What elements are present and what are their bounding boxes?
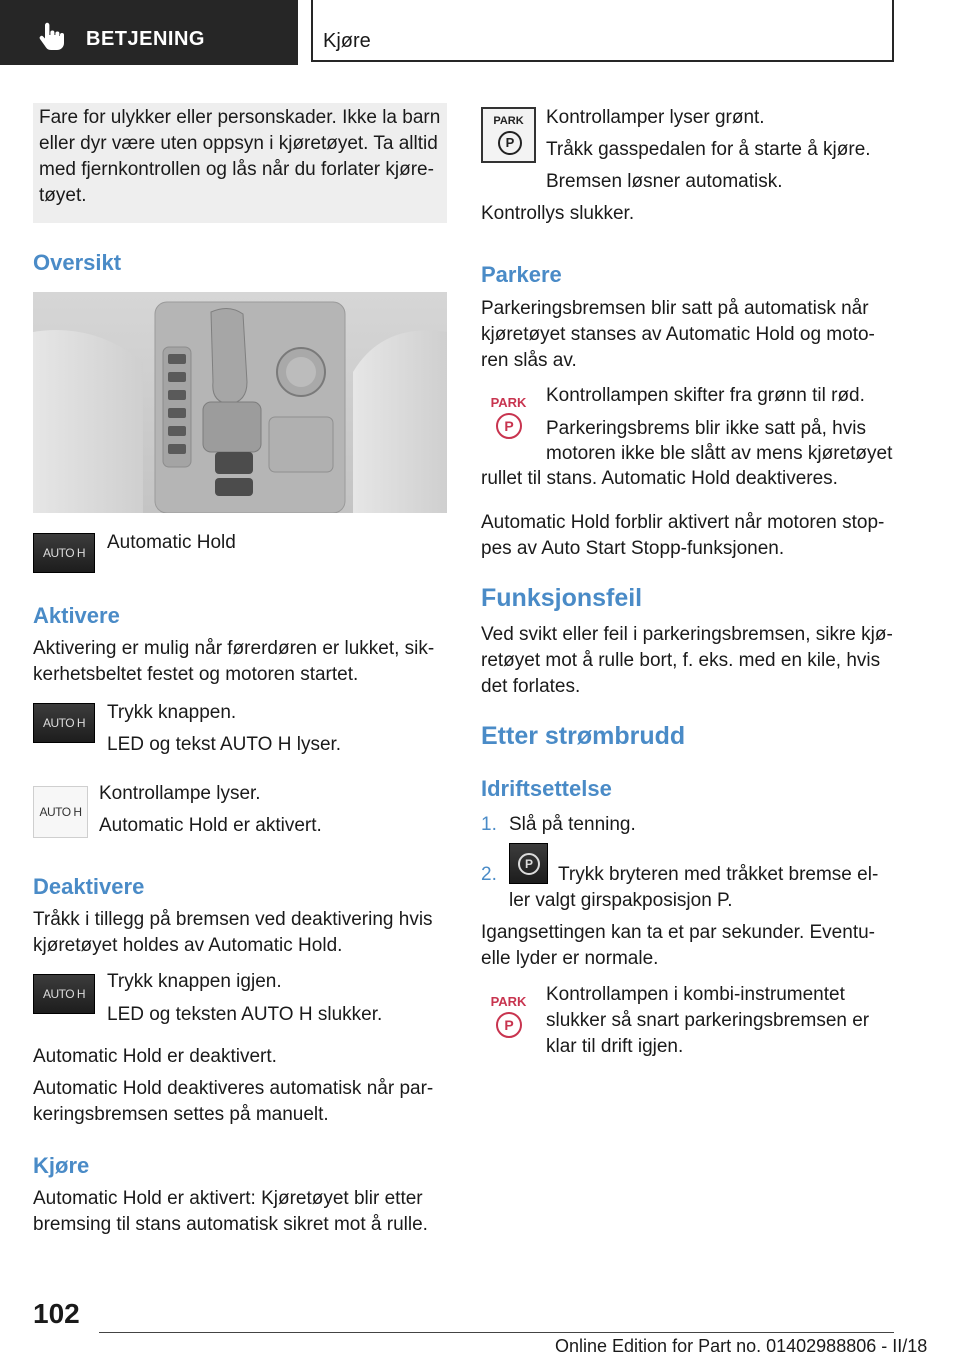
deaktivere-text: Tråkk i tillegg på bremsen ved deaktivering hvis kjøretøyet holdes av Automatic Hold.: [33, 909, 433, 956]
autostart-text: Automatic Hold forblir aktivert når motoren stop- pes av Auto Start Stopp-funksjonen.: [481, 512, 885, 559]
park-line-3: Bremsen løsner automatisk.: [546, 171, 783, 192]
heading-parkere: Parkere: [481, 262, 562, 287]
autoh-indicator-lamp: AUTO H: [33, 786, 88, 838]
edition-text: Online Edition for Part no. 01402988806 - II/18: [555, 1336, 928, 1356]
park-red-line-2: Parkeringsbrems blir ikke satt på, hvis: [546, 418, 866, 439]
heading-etter-strombrudd: Etter strømbrudd: [481, 722, 686, 750]
auto-deaktivering-text: Automatic Hold deaktiveres automatisk når par- keringsbremsen settes på manuelt.: [33, 1078, 434, 1125]
step-2-text-1: Trykk bryteren med tråkket bremse el-: [558, 864, 879, 885]
deaktivere-step-2: LED og teksten AUTO H slukker.: [107, 1004, 383, 1025]
parking-brake-switch-image: P: [509, 843, 548, 884]
funksjonsfeil-text: Ved svikt eller feil i parkeringsbremsen, sikre kjø- retøyet mot å rulle bort, f. eks. med en kile, hvis det forlates.: [481, 624, 893, 697]
park-red-line-1: Kontrollampen skifter fra grønn til rød.: [546, 385, 865, 406]
aktivere-step-2: LED og tekst AUTO H lyser.: [107, 734, 342, 755]
warning-text: Fare for ulykker eller personskader. Ikke la barn eller dyr være uten oppsyn i kjøretøyet. Ta alltid med fjernkontrollen og lås når du forlater kjøre- tøyet.: [39, 107, 441, 206]
igangsetting-text: Igangsettingen kan ta et par sekunder. Eventu- elle lyder er normale.: [481, 922, 875, 969]
header-section-label: BETJENING: [86, 28, 205, 50]
center-console-photo: [33, 292, 447, 513]
park-button-image: PARK P: [481, 107, 536, 163]
heading-deaktivere: Deaktivere: [33, 874, 145, 899]
heading-funksjonsfeil: Funksjonsfeil: [481, 584, 643, 612]
step-1-number: 1.: [481, 814, 497, 835]
step-2-number: 2.: [481, 864, 497, 885]
lamp-line-2: Automatic Hold er aktivert.: [99, 815, 322, 836]
park-red-indicator-icon: PARK P: [486, 395, 531, 440]
kjore-text: Automatic Hold er aktivert: Kjøretøyet blir etter bremsing til stans automatisk sikret mot å rulle.: [33, 1188, 428, 1235]
aktivere-step-1: Trykk knappen.: [107, 702, 237, 723]
header-chapter-label: Kjøre: [323, 30, 371, 52]
heading-idriftsettelse: Idriftsettelse: [481, 776, 612, 801]
lamp-line-1: Kontrollampe lyser.: [99, 783, 261, 804]
parkere-text: Parkeringsbremsen blir satt på automatisk når kjøretøyet stanses av Automatic Hold og moto- ren slås av.: [481, 298, 875, 371]
autoh-button-image: AUTO H: [33, 703, 95, 743]
page-number: 102: [33, 1298, 80, 1329]
footer-divider: [99, 1332, 894, 1333]
deaktivere-step-1: Trykk knappen igjen.: [107, 971, 282, 992]
park-line-1: Kontrollamper lyser grønt.: [546, 107, 765, 128]
park-red-indicator-icon: PARK P: [486, 994, 531, 1039]
park-line-2: Tråkk gasspedalen for å starte å kjøre.: [546, 139, 871, 160]
park-red-line-3: motoren ikke ble slått av mens kjøretøyet: [546, 443, 893, 464]
deaktivert-text: Automatic Hold er deaktivert.: [33, 1046, 277, 1067]
header-chapter-tab: [311, 0, 894, 62]
autoh-button-image: AUTO H: [33, 974, 95, 1014]
step-2-text-2: ler valgt girspakposisjon P.: [509, 890, 733, 911]
park-red-line-4: rullet til stans. Automatic Hold deaktiveres.: [481, 468, 838, 489]
caption-automatic-hold: Automatic Hold: [107, 532, 236, 553]
heading-kjore: Kjøre: [33, 1153, 90, 1178]
park-line-4: Kontrollys slukker.: [481, 203, 635, 224]
hand-pointer-icon: [36, 22, 66, 52]
kombi-text: Kontrollampen i kombi-instrumentet slukker så snart parkeringsbremsen er klar til drift igjen.: [546, 984, 870, 1057]
heading-aktivere: Aktivere: [33, 603, 120, 628]
heading-oversikt: Oversikt: [33, 250, 122, 275]
autoh-button-image: AUTO H: [33, 533, 95, 573]
aktivere-text: Aktivering er mulig når førerdøren er lukket, sik- kerhetsbeltet festet og motoren startet.: [33, 638, 435, 685]
step-1-text: Slå på tenning.: [509, 814, 636, 835]
